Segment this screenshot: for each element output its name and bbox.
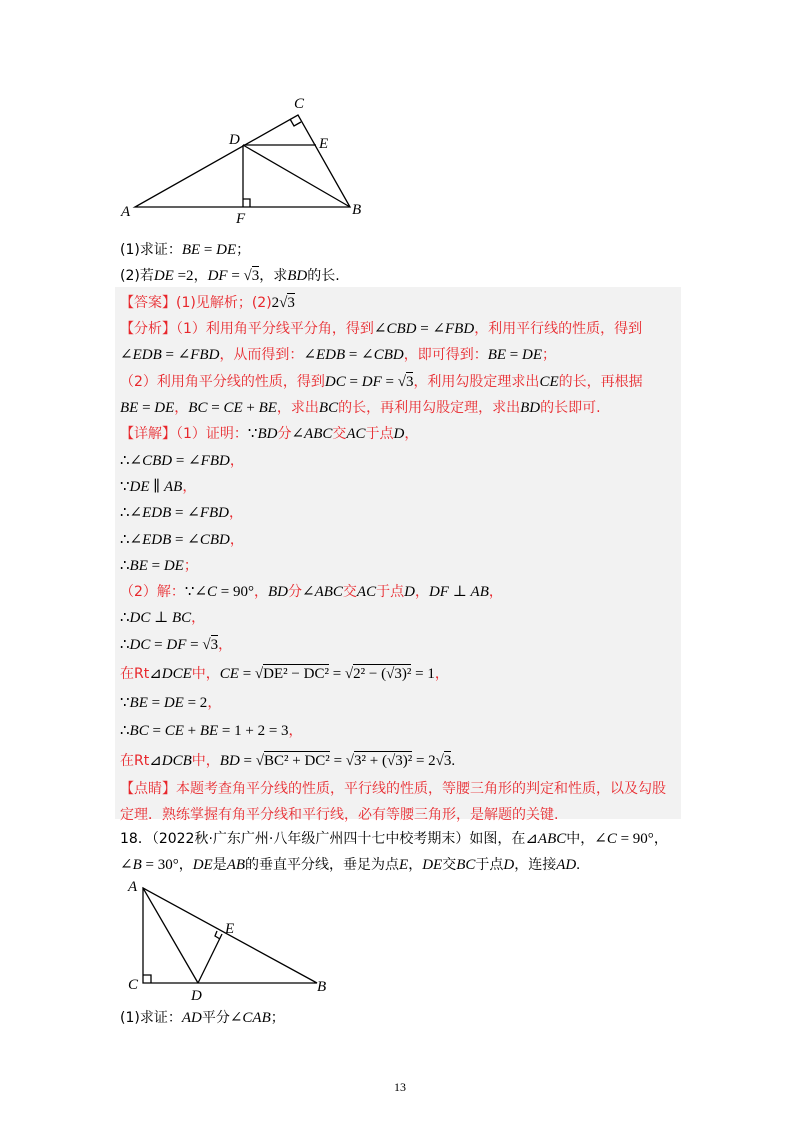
- math-expression: ∠CBD: [361, 347, 404, 363]
- text-segment: 交: [342, 584, 357, 600]
- text-segment: ⊥: [448, 584, 471, 600]
- text-segment: 在Rt: [120, 753, 150, 769]
- text-segment: =: [345, 374, 362, 390]
- text-segment: 3² + (√3)²: [354, 753, 413, 769]
- text-segment: BC² + DC²: [264, 753, 330, 769]
- text-segment: ∵: [247, 426, 258, 442]
- text-line: [120, 530, 244, 550]
- math-expression: DC: [324, 374, 346, 390]
- text-segment: = √: [329, 753, 355, 769]
- text-segment: ，连接: [514, 857, 557, 873]
- text-segment: ∴: [120, 637, 130, 653]
- text-segment: ，: [408, 857, 423, 873]
- label-b: B: [317, 979, 327, 995]
- math-expression: ∠FBD: [432, 321, 475, 337]
- text-segment: 在Rt: [120, 666, 150, 682]
- math-expression: BD: [268, 584, 289, 600]
- text-segment: 的长即可.: [540, 400, 601, 416]
- text-segment: ，: [288, 723, 303, 739]
- math-expression: BD: [257, 426, 278, 442]
- segment-de: [198, 934, 222, 983]
- text-segment: 分: [288, 584, 303, 600]
- text-segment: (2)若: [120, 268, 154, 284]
- text-segment: 分: [277, 426, 292, 442]
- math-expression: DE: [163, 558, 184, 574]
- math-expression: ∠FBD: [187, 505, 229, 521]
- math-expression: E: [399, 857, 409, 873]
- text-segment: ∥: [149, 479, 164, 495]
- text-segment: =: [148, 723, 165, 739]
- text-segment: 平分: [201, 1010, 230, 1026]
- math-expression: DE: [154, 400, 175, 416]
- text-segment: ，利用平行线的性质，得到: [474, 321, 643, 337]
- text-segment: ，: [653, 831, 668, 847]
- label-f: F: [236, 211, 246, 227]
- text-segment: =: [147, 695, 164, 711]
- math-expression: BC: [188, 400, 208, 416]
- text-segment: .: [451, 753, 456, 769]
- text-segment: ，: [218, 637, 233, 653]
- text-segment: =: [207, 400, 224, 416]
- math-expression: BC: [172, 610, 192, 626]
- text-segment: ，: [254, 584, 269, 600]
- text-line: [120, 477, 196, 497]
- text-segment: +: [183, 723, 200, 739]
- math-expression: DF: [361, 374, 382, 390]
- text-segment: =: [171, 505, 188, 521]
- text-segment: = 2√: [412, 753, 444, 769]
- text-segment: ⊿: [525, 831, 538, 847]
- text-line: [120, 635, 232, 655]
- text-segment: 3: [251, 268, 260, 284]
- text-segment: ，: [182, 479, 197, 495]
- math-expression: BD: [287, 268, 308, 284]
- math-expression: ∠ABC: [291, 426, 333, 442]
- text-segment: ，: [434, 666, 449, 682]
- math-expression: D: [503, 857, 515, 873]
- text-segment: ，: [414, 584, 429, 600]
- text-line: [120, 608, 205, 628]
- text-segment: 交: [332, 426, 347, 442]
- right-angle-mark-e: [215, 931, 220, 939]
- page-number: 13: [394, 1080, 406, 1094]
- right-angle-mark-f: [243, 199, 250, 207]
- text-segment: DE² − DC²: [263, 666, 329, 682]
- text-segment: ；: [270, 1010, 285, 1026]
- math-expression: BE: [129, 558, 148, 574]
- math-expression: BE: [258, 400, 277, 416]
- text-segment: ，求出: [276, 400, 319, 416]
- text-segment: ⊿: [149, 666, 162, 682]
- text-segment: 中，: [191, 666, 220, 682]
- math-expression: ∠EDB: [129, 532, 172, 548]
- text-segment: =: [506, 347, 523, 363]
- math-expression: BC: [456, 857, 476, 873]
- text-line: [120, 372, 643, 392]
- text-segment: ∵: [120, 479, 130, 495]
- math-expression: DC: [129, 637, 151, 653]
- math-expression: ∠EDB: [303, 347, 346, 363]
- segment-db: [243, 145, 350, 207]
- math-expression: DE: [422, 857, 443, 873]
- label-e: E: [319, 136, 329, 152]
- text-segment: .: [576, 857, 580, 873]
- math-expression: DF: [428, 584, 449, 600]
- text-segment: 定理．熟练掌握有角平分线和平行线，必有等腰三角形，是解题的关键.: [120, 807, 559, 823]
- text-line: [120, 240, 250, 260]
- text-line: [120, 451, 244, 471]
- text-segment: =: [416, 321, 433, 337]
- text-segment: = √: [186, 637, 211, 653]
- math-expression: AD: [181, 1010, 202, 1026]
- text-line: [120, 805, 558, 825]
- math-expression: ∠FBD: [188, 453, 230, 469]
- math-expression: D: [404, 584, 415, 600]
- text-segment: 中，: [191, 753, 220, 769]
- text-line: [120, 398, 601, 418]
- text-segment: = 30°: [141, 857, 179, 873]
- text-segment: ∴: [120, 610, 130, 626]
- label-a: A: [121, 204, 131, 220]
- text-segment: ，即可得到：: [403, 347, 488, 363]
- math-expression: DE: [153, 268, 174, 284]
- text-segment: 3: [443, 753, 452, 769]
- text-segment: =2: [173, 268, 194, 284]
- text-segment: 3: [287, 295, 295, 311]
- text-line: [120, 556, 198, 576]
- math-expression: DC: [129, 610, 151, 626]
- text-segment: =: [172, 453, 189, 469]
- math-expression: ∠CAB: [229, 1010, 271, 1026]
- text-segment: 2√: [271, 295, 288, 311]
- text-segment: ，: [229, 532, 244, 548]
- math-expression: BE: [120, 400, 139, 416]
- text-segment: = √: [239, 753, 264, 769]
- text-segment: (1)求证：: [120, 242, 182, 258]
- text-segment: 于点: [475, 857, 504, 873]
- text-segment: 3: [405, 374, 414, 390]
- text-segment: ，: [229, 453, 244, 469]
- right-angle-mark-c: [290, 119, 301, 126]
- text-segment: = 90°: [616, 831, 654, 847]
- text-segment: ∴: [120, 505, 130, 521]
- text-segment: = 2: [183, 695, 208, 711]
- math-expression: ∠CBD: [187, 532, 230, 548]
- math-expression: AB: [470, 584, 489, 600]
- math-expression: BE: [181, 242, 201, 258]
- text-segment: ∴: [120, 453, 130, 469]
- math-expression: BC: [318, 400, 339, 416]
- text-segment: 18．（2022秋·广东广州·八年级广州四十七中校考期末）如图，在: [120, 831, 526, 847]
- text-segment: =: [171, 532, 188, 548]
- text-segment: ，: [191, 610, 206, 626]
- text-segment: ，求: [259, 268, 288, 284]
- math-expression: ∠CBD: [373, 321, 417, 337]
- text-segment: = 90°: [217, 584, 255, 600]
- figure-triangle-abc-2: [0, 870, 800, 1005]
- text-segment: ，利用勾股定理求出: [413, 374, 540, 390]
- math-expression: AD: [556, 857, 577, 873]
- math-expression: AC: [346, 426, 366, 442]
- right-angle-mark-c: [143, 975, 151, 983]
- text-segment: ∴: [120, 532, 130, 548]
- math-expression: DE: [192, 857, 213, 873]
- label-c: C: [294, 96, 305, 112]
- text-segment: 的长，再根据: [558, 374, 643, 390]
- math-expression: ABC: [537, 831, 567, 847]
- text-segment: ，: [178, 857, 193, 873]
- text-line: [120, 779, 666, 799]
- text-line: [120, 503, 243, 523]
- math-expression: AB: [226, 857, 246, 873]
- text-segment: =: [345, 347, 362, 363]
- math-expression: BE: [199, 723, 219, 739]
- segment-ad: [143, 888, 198, 983]
- text-segment: +: [242, 400, 259, 416]
- text-segment: ，: [404, 426, 419, 442]
- math-expression: DF: [166, 637, 187, 653]
- label-e: E: [225, 921, 235, 937]
- math-expression: AC: [356, 584, 377, 600]
- text-segment: 【答案】(1)见解析；(2): [120, 295, 272, 311]
- text-segment: ，: [488, 584, 503, 600]
- math-expression: ∠CBD: [129, 453, 173, 469]
- math-expression: DE: [129, 479, 150, 495]
- math-expression: DE: [522, 347, 543, 363]
- text-segment: ；: [183, 558, 198, 574]
- text-segment: （2）利用角平分线的性质，得到: [120, 374, 325, 390]
- label-d: D: [229, 132, 240, 148]
- math-expression: DCB: [161, 753, 192, 769]
- text-line: [120, 1008, 285, 1028]
- text-segment: 于点: [376, 584, 405, 600]
- text-segment: ∴: [120, 723, 130, 739]
- math-expression: DE: [216, 242, 237, 258]
- text-line: [120, 664, 449, 684]
- figure-triangle-abc-1: [0, 0, 800, 240]
- text-line: [120, 721, 303, 741]
- text-segment: ，: [174, 400, 189, 416]
- text-segment: = √: [227, 268, 252, 284]
- text-segment: ，从而得到：: [219, 347, 304, 363]
- text-segment: 的垂直平分线，垂足为点: [245, 857, 400, 873]
- text-segment: ∵: [184, 584, 195, 600]
- text-segment: ⊥: [150, 610, 172, 626]
- math-expression: ∠C: [194, 584, 218, 600]
- label-a: A: [128, 879, 138, 895]
- label-d: D: [191, 988, 202, 1004]
- math-expression: CE: [223, 400, 243, 416]
- math-expression: ∠B: [120, 857, 142, 873]
- text-segment: 是: [212, 857, 227, 873]
- text-segment: ∵: [120, 695, 130, 711]
- text-segment: ，: [228, 505, 243, 521]
- text-segment: =: [150, 637, 167, 653]
- text-segment: = √: [328, 666, 354, 682]
- math-expression: CE: [219, 666, 239, 682]
- text-segment: =: [161, 347, 178, 363]
- math-expression: ∠FBD: [177, 347, 220, 363]
- text-segment: 的长，再利用勾股定理，求出: [338, 400, 521, 416]
- text-segment: 的长.: [307, 268, 340, 284]
- math-expression: DF: [207, 268, 228, 284]
- text-segment: 【点睛】本题考查角平分线的性质，平行线的性质，等腰三角形的判定和性质，以及勾股: [120, 781, 666, 797]
- text-segment: = √: [238, 666, 264, 682]
- math-expression: BE: [487, 347, 507, 363]
- text-segment: ；: [236, 242, 251, 258]
- math-expression: ∠C: [594, 831, 617, 847]
- text-segment: =: [147, 558, 164, 574]
- math-expression: DCE: [161, 666, 192, 682]
- text-segment: =: [138, 400, 155, 416]
- text-segment: ，: [207, 695, 222, 711]
- text-segment: 【分析】（1）利用角平分线平分角，得到: [120, 321, 374, 337]
- math-expression: D: [393, 426, 405, 442]
- text-segment: （2）解：: [120, 584, 185, 600]
- math-expression: CE: [164, 723, 184, 739]
- text-segment: = 1: [411, 666, 435, 682]
- text-line: [120, 319, 642, 339]
- label-b: B: [352, 202, 362, 218]
- text-line: [120, 424, 418, 444]
- text-line: [120, 855, 580, 875]
- math-expression: BE: [129, 695, 148, 711]
- math-expression: ∠EDB: [120, 347, 162, 363]
- math-expression: CE: [539, 374, 559, 390]
- text-line: [120, 693, 221, 713]
- text-segment: 2² − (√3)²: [353, 666, 412, 682]
- text-line: [120, 751, 455, 771]
- text-segment: (1)求证：: [120, 1010, 182, 1026]
- math-expression: BD: [520, 400, 541, 416]
- label-c: C: [128, 977, 139, 993]
- math-expression: ∠EDB: [129, 505, 172, 521]
- text-segment: ，: [193, 268, 208, 284]
- text-line: [120, 829, 668, 849]
- math-expression: BD: [219, 753, 240, 769]
- text-segment: ；: [542, 347, 557, 363]
- math-expression: AB: [163, 479, 183, 495]
- math-expression: ∠ABC: [302, 584, 343, 600]
- text-line: [120, 345, 556, 365]
- text-segment: = √: [381, 374, 406, 390]
- text-segment: 于点: [365, 426, 394, 442]
- text-line: [120, 293, 295, 313]
- text-segment: =: [200, 242, 217, 258]
- math-expression: BC: [129, 723, 149, 739]
- text-segment: 交: [442, 857, 457, 873]
- text-segment: 中，: [566, 831, 595, 847]
- text-segment: ∴: [120, 558, 130, 574]
- text-line: [120, 582, 503, 602]
- math-expression: DE: [163, 695, 184, 711]
- text-segment: ⊿: [149, 753, 162, 769]
- text-segment: 3: [210, 637, 219, 653]
- text-segment: 【详解】（1）证明：: [120, 426, 248, 442]
- text-segment: = 1 + 2 = 3: [218, 723, 289, 739]
- text-line: [120, 266, 340, 286]
